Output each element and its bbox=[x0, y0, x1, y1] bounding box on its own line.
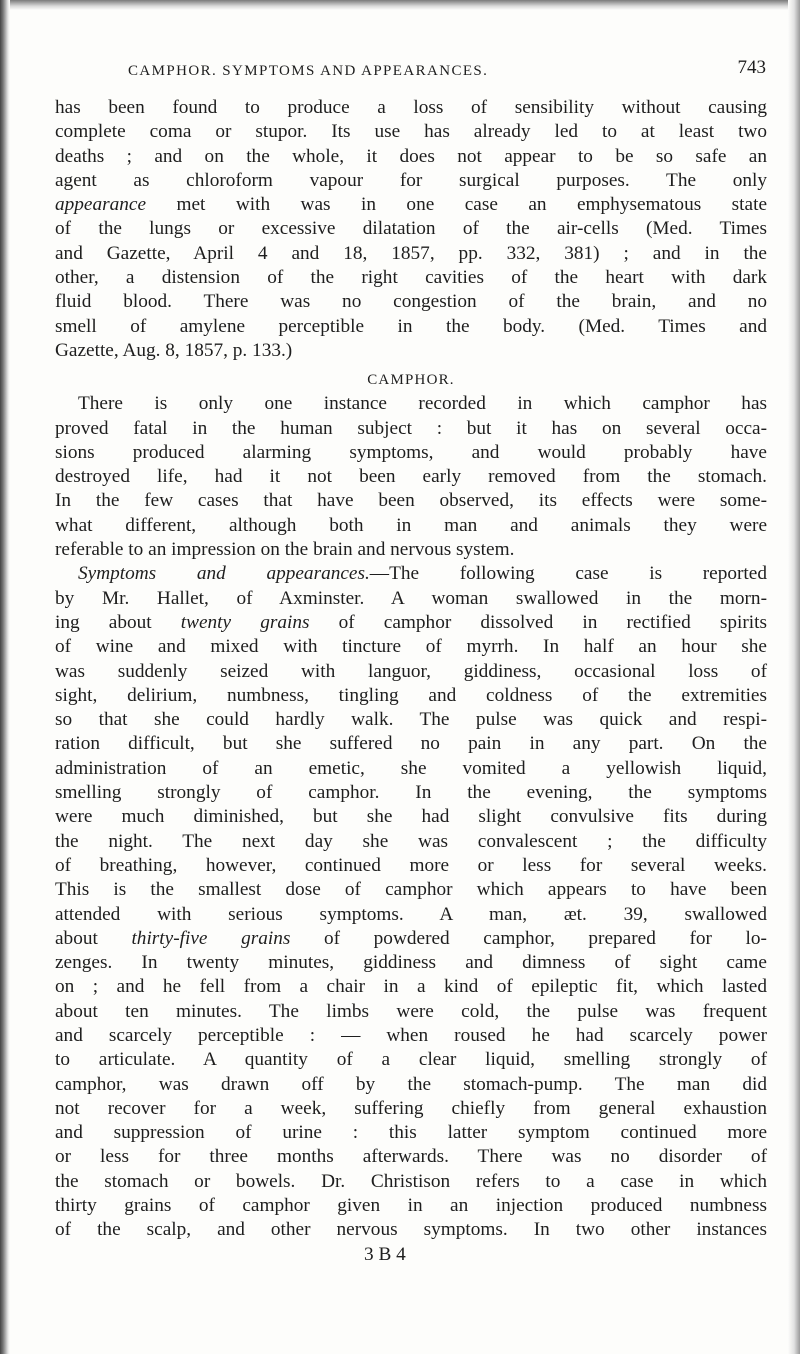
section-heading: CAMPHOR. bbox=[367, 372, 455, 389]
text-line: fluid blood. There was no congestion of the brain, and no bbox=[55, 291, 767, 313]
text-line: were much diminished, but she had slight convulsive fits during bbox=[55, 806, 767, 828]
text-line: Symptoms and appearances.—The following case is reported bbox=[78, 563, 767, 585]
text-line: camphor, was drawn off by the stomach-pump. The man did bbox=[55, 1073, 767, 1095]
text-line: There is only one instance recorded in which camphor has bbox=[78, 393, 767, 415]
italic-term: appearance bbox=[55, 194, 147, 216]
text-line: smelling strongly of camphor. In the evening, the symptoms bbox=[55, 782, 767, 804]
text-line: of the lungs or excessive dilatation of the air-cells (Med. Times bbox=[55, 218, 767, 240]
text-line: This is the smallest dose of camphor which appears to have been bbox=[55, 879, 767, 901]
text-line: sions produced alarming symptoms, and would probably have bbox=[55, 441, 767, 463]
text-line: of breathing, however, continued more or less for several weeks. bbox=[55, 854, 767, 876]
text-line: and scarcely perceptible : — when roused he had scarcely power bbox=[55, 1024, 767, 1046]
text-line: other, a distension of the right cavities of the heart with dark bbox=[55, 267, 767, 289]
text-line: so that she could hardly walk. The pulse was quick and respi- bbox=[55, 709, 767, 731]
text-line: sight, delirium, numbness, tingling and coldness of the extremities bbox=[55, 684, 767, 706]
page-top-shadow bbox=[0, 0, 800, 10]
text-line: was suddenly seized with languor, giddiness, occasional loss of bbox=[55, 660, 767, 682]
text-line: has been found to produce a loss of sensibility without causing bbox=[55, 97, 767, 118]
text-line: about ten minutes. The limbs were cold, the pulse was frequent bbox=[55, 1000, 767, 1022]
text-line: what different, although both in man and animals they were bbox=[55, 514, 767, 536]
italic-dose: thirty-five grains bbox=[131, 927, 291, 949]
text-line: and suppression of urine : this latter symptom continued more bbox=[55, 1122, 767, 1144]
text-line: by Mr. Hallet, of Axminster. A woman swallowed in the morn- bbox=[55, 587, 767, 609]
text-line: ration difficult, but she suffered no pain in any part. On the bbox=[55, 733, 767, 755]
signature-mark: 3 B 4 bbox=[364, 1243, 406, 1265]
text-line: or less for three months afterwards. There was no disorder of bbox=[55, 1146, 767, 1168]
text-line: smell of amylene perceptible in the body. (Med. Times and bbox=[55, 315, 767, 337]
text-line: of wine and mixed with tincture of myrrh. In half an hour she bbox=[55, 636, 767, 658]
text-line: complete coma or stupor. Its use has already led to at least two bbox=[55, 121, 767, 143]
text-line: the stomach or bowels. Dr. Christison refers to a case in which bbox=[55, 1170, 767, 1192]
text-line: the night. The next day she was convalescent ; the difficulty bbox=[55, 830, 767, 852]
text-line: on ; and he fell from a chair in a kind of epileptic fit, which lasted bbox=[55, 976, 767, 998]
running-head: CAMPHOR. SYMPTOMS AND APPEARANCES. bbox=[128, 63, 489, 79]
text-line: to articulate. A quantity of a clear liquid, smelling strongly of bbox=[55, 1049, 767, 1071]
text-line: deaths ; and on the whole, it does not appear to be so safe an bbox=[55, 145, 767, 167]
text-line: about thirty-five grains of powdered camphor, prepared for lo- bbox=[55, 927, 767, 949]
text-line: ing about twenty grains of camphor dissolved in rectified spirits bbox=[55, 611, 767, 633]
text-line: administration of an emetic, she vomited a yellowish liquid, bbox=[55, 757, 767, 779]
text-line: appearance met with was in one case an emphysematous state bbox=[55, 194, 767, 216]
page-number: 743 bbox=[737, 57, 766, 78]
text-line: thirty grains of camphor given in an injection produced numbness bbox=[55, 1195, 767, 1217]
text-line: referable to an impression on the brain and nervous system. bbox=[55, 539, 515, 561]
text-line: destroyed life, had it not been early removed from the stomach. bbox=[55, 466, 767, 488]
body-text bbox=[55, 96, 767, 1267]
text-line: attended with serious symptoms. A man, æt. 39, swallowed bbox=[55, 903, 767, 925]
text-line: agent as chloroform vapour for surgical purposes. The only bbox=[55, 169, 767, 191]
text-line: zenges. In twenty minutes, giddiness and dimness of sight came bbox=[55, 952, 767, 974]
italic-subheading: Symptoms and appearances. bbox=[78, 563, 370, 585]
text-line: and Gazette, April 4 and 18, 1857, pp. 332, 381) ; and in the bbox=[55, 242, 767, 264]
text-line: Gazette, Aug. 8, 1857, p. 133.) bbox=[55, 339, 293, 361]
text-line: proved fatal in the human subject : but it has on several occa- bbox=[55, 417, 767, 439]
page-right-shadow bbox=[788, 0, 800, 1354]
italic-dose: twenty grains bbox=[180, 611, 310, 633]
page-header bbox=[76, 57, 766, 89]
page-binding-shadow bbox=[0, 0, 10, 1354]
text-line: In the few cases that have been observed, its effects were some- bbox=[55, 490, 767, 512]
text-line: of the scalp, and other nervous symptoms. In two other instances bbox=[55, 1219, 767, 1241]
text-line: not recover for a week, suffering chiefly from general exhaustion bbox=[55, 1097, 767, 1119]
